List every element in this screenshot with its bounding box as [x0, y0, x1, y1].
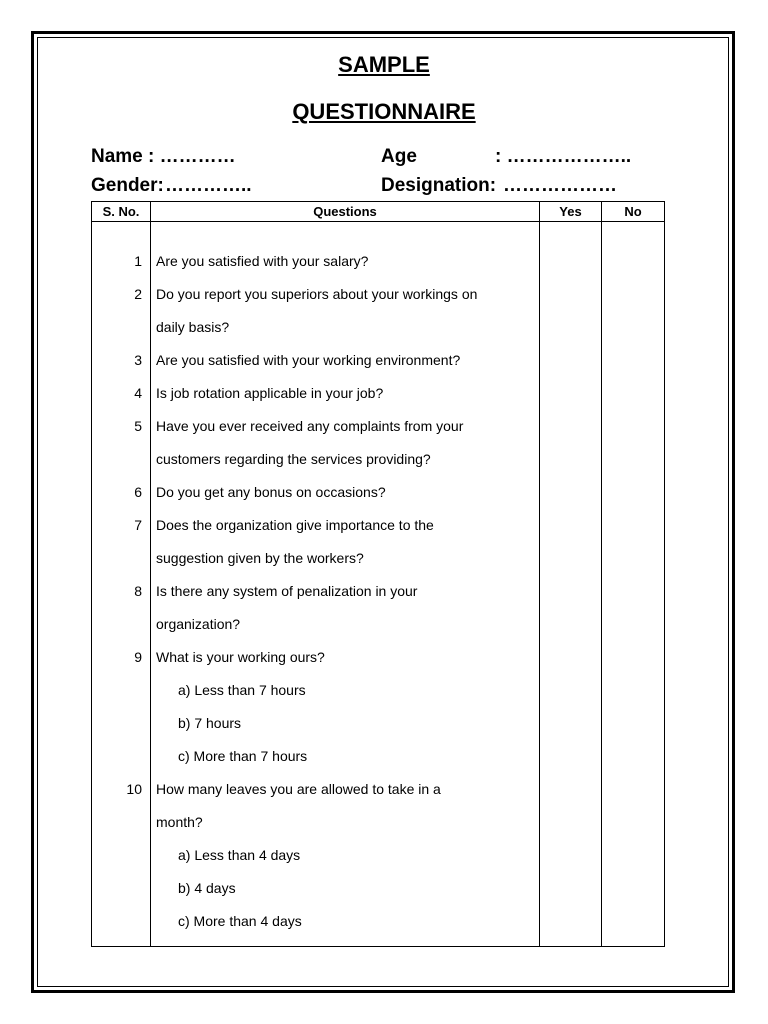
header-yes: Yes: [540, 202, 602, 222]
sno-column: [92, 222, 151, 947]
question-number-spacer: [92, 740, 142, 773]
question-option: a) Less than 7 hours: [178, 682, 306, 698]
header-sno: S. No.: [92, 202, 151, 222]
questions-column: [151, 222, 540, 947]
question-text: customers regarding the services providing?: [156, 451, 431, 467]
question-number-spacer: [92, 542, 142, 575]
question-text: How many leaves you are allowed to take in a: [156, 781, 441, 797]
question-number: 3: [134, 352, 142, 368]
question-text: organization?: [156, 616, 241, 632]
question-option: c) More than 7 hours: [178, 748, 308, 764]
question-number: 6: [134, 484, 142, 500]
title-questionnaire: QUESTIONNAIRE: [292, 99, 476, 124]
question-number-spacer: [92, 839, 142, 872]
question-option: c) More than 4 days: [178, 913, 302, 929]
question-text: month?: [156, 814, 203, 830]
question-number-spacer: [92, 608, 142, 641]
question-number: 4: [134, 385, 142, 401]
yes-column[interactable]: [540, 222, 602, 947]
question-text: Are you satisfied with your working environment?: [156, 352, 461, 368]
gender-label: Gender:: [91, 175, 164, 196]
title-sample: SAMPLE: [338, 52, 430, 77]
age-value[interactable]: : ………………..: [495, 146, 632, 167]
question-number: 1: [134, 253, 142, 269]
question-number: 5: [134, 418, 142, 434]
designation-value[interactable]: ………………: [503, 175, 617, 196]
question-text: What is your working ours?: [156, 649, 325, 665]
question-text: Does the organization give importance to the: [156, 517, 434, 533]
question-number-spacer: [92, 806, 142, 839]
question-text: suggestion given by the workers?: [156, 550, 364, 566]
age-label: Age: [381, 146, 417, 167]
question-option: b) 7 hours: [178, 715, 242, 731]
question-text: daily basis?: [156, 319, 230, 335]
name-value[interactable]: : …………: [148, 146, 236, 167]
question-number: 2: [134, 286, 142, 302]
designation-label: Designation:: [381, 175, 497, 196]
name-label: Name: [91, 146, 143, 167]
question-text: Do you report you superiors about your workings on: [156, 286, 478, 302]
question-number: 9: [134, 649, 142, 665]
question-number-spacer: [92, 707, 142, 740]
question-number-spacer: [92, 905, 142, 938]
question-number-spacer: [92, 674, 142, 707]
question-number-spacer: [92, 872, 142, 905]
no-column[interactable]: [602, 222, 665, 947]
question-option: a) Less than 4 days: [178, 847, 301, 863]
question-option: b) 4 days: [178, 880, 236, 896]
question-number: 8: [134, 583, 142, 599]
questions-table: [91, 201, 665, 947]
question-text: Is there any system of penalization in your: [156, 583, 418, 599]
question-text: Are you satisfied with your salary?: [156, 253, 369, 269]
question-number: 7: [134, 517, 142, 533]
question-text: Do you get any bonus on occasions?: [156, 484, 386, 500]
question-text: Have you ever received any complaints from your: [156, 418, 464, 434]
gender-value[interactable]: …………..: [165, 175, 252, 196]
table-body-row: [92, 222, 665, 947]
question-number-spacer: [92, 311, 142, 344]
question-number-spacer: [92, 443, 142, 476]
question-number: 10: [126, 781, 142, 797]
header-questions: Questions: [151, 202, 540, 222]
table-header-row: [92, 202, 665, 222]
header-no: No: [602, 202, 665, 222]
question-text: Is job rotation applicable in your job?: [156, 385, 384, 401]
